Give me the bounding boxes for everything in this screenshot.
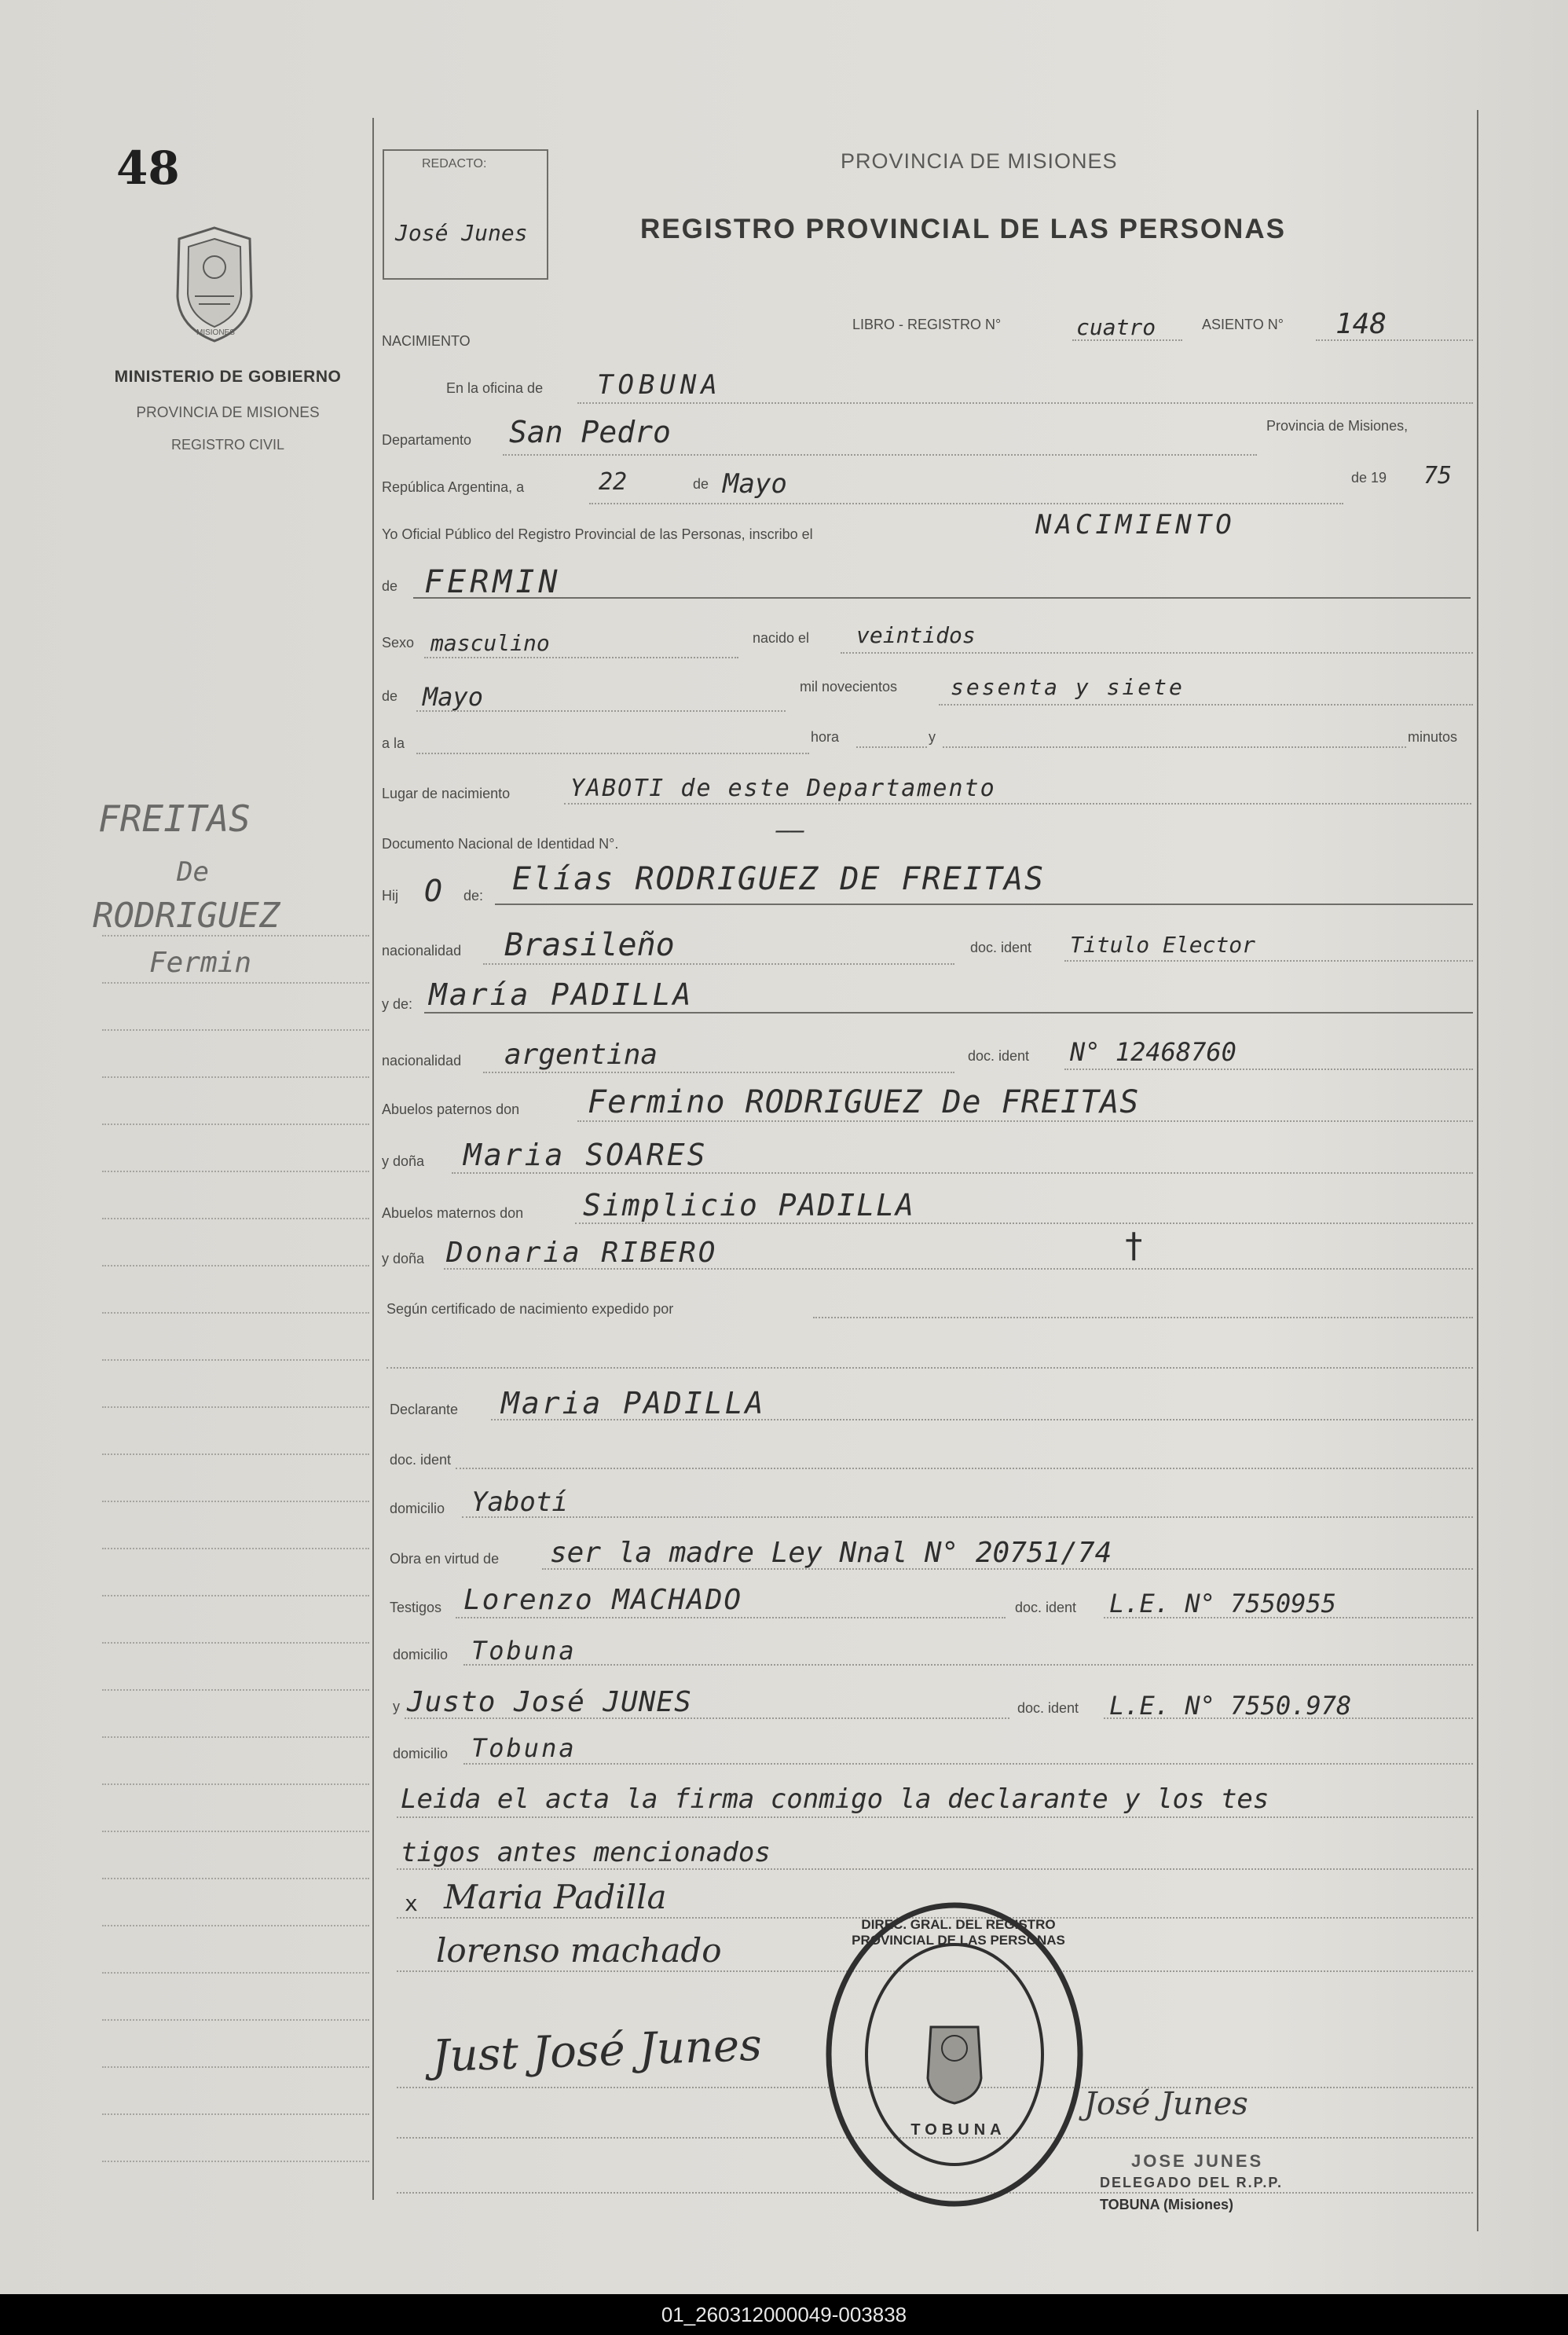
redacto-signature: José Junes (395, 220, 528, 246)
asiento-label: ASIENTO N° (1202, 317, 1284, 332)
obra-value: ser la madre Ley Nnal N° 20751/74 (550, 1537, 1112, 1569)
coat-of-arms-label: MISIONES (196, 328, 235, 337)
nacionalidad-label-2: nacionalidad (382, 1053, 462, 1069)
hijo-label: Hij (382, 888, 398, 904)
y-label: y (929, 729, 936, 745)
sexo-label: Sexo (382, 635, 415, 651)
departamento-value: San Pedro (509, 415, 671, 449)
hijo-suffix: O (424, 874, 442, 908)
signature-witness-1: lorenso machado (436, 1931, 722, 1970)
oficial-text: Yo Oficial Público del Registro Provincial de las Personas, inscribo el (382, 526, 813, 542)
form-border-left (372, 118, 374, 2200)
ministry-title: MINISTERIO DE GOBIERNO (114, 368, 342, 386)
name-de-label: de (382, 578, 398, 594)
closing-line-1: Leida el acta la firma conmigo la declarante y los tes (401, 1783, 1269, 1815)
republica-label: República Argentina, a (382, 479, 525, 495)
asiento-value: 148 (1335, 308, 1387, 340)
nacido-label: nacido el (753, 630, 810, 646)
officer-place: TOBUNA (Misiones) (1100, 2197, 1234, 2212)
witness-1-name: Lorenzo MACHADO (463, 1584, 743, 1616)
witness-1-domicilio: Tobuna (471, 1636, 577, 1666)
ministry-province: PROVINCIA DE MISIONES (136, 405, 320, 421)
lugar-value: YABOTI de este Departamento (570, 775, 996, 802)
maternal-grandfather: Simplicio PADILLA (583, 1188, 915, 1222)
year-value: 75 (1423, 462, 1453, 489)
hora-label: hora (811, 729, 840, 745)
doc-ident-label-3: doc. ident (390, 1452, 452, 1468)
year-label: de 19 (1351, 470, 1387, 486)
redacto-box (383, 149, 548, 280)
witness-2-name: Justo José JUNES (407, 1686, 692, 1718)
documento-label: Documento Nacional de Identidad N°. (382, 836, 619, 852)
form-border-right (1477, 110, 1478, 2231)
certificado-label: Según certificado de nacimiento expedido por (387, 1301, 674, 1317)
officer-signature: José Junes (1084, 2086, 1248, 2122)
margin-note-surname-2: RODRIGUEZ (93, 896, 280, 936)
nacido-value: veintidos (856, 622, 976, 648)
doc-ident-label: doc. ident (970, 940, 1032, 955)
mother-document: N° 12468760 (1070, 1037, 1236, 1067)
obra-label: Obra en virtud de (390, 1551, 500, 1567)
oficial-value: NACIMIENTO (1035, 509, 1236, 541)
margin-note-surname: FREITAS (98, 797, 251, 840)
date-day: 22 (599, 468, 628, 496)
mil-value: sesenta y siete (951, 674, 1185, 700)
mil-label: mil novecientos (800, 679, 898, 695)
witness-2-domicilio: Tobuna (471, 1733, 577, 1763)
domicilio-label-3: domicilio (393, 1746, 449, 1761)
closing-line-2: tigos antes mencionados (401, 1837, 771, 1868)
libro-value: cuatro (1076, 314, 1156, 340)
abuelos-paternos-label: Abuelos paternos don (382, 1102, 520, 1117)
y-dona-label-2: y doña (382, 1251, 425, 1266)
father-document: Titulo Elector (1070, 932, 1256, 958)
madre-y-de-label: y de: (382, 996, 413, 1012)
page-number: 48 (116, 141, 180, 195)
signature-witness-2: Just José Junes (430, 2019, 763, 2083)
maternal-grandmother: Donaria RIBERO (446, 1237, 718, 1269)
header-province: PROVINCIA DE MISIONES (841, 149, 1118, 173)
witness-2-document: L.E. N° 7550.978 (1109, 1691, 1352, 1721)
date-de-label: de (693, 476, 709, 492)
declarante-label: Declarante (390, 1402, 459, 1417)
mother-name: María PADILLA (429, 977, 694, 1012)
header-registry: REGISTRO PROVINCIAL DE LAS PERSONAS (640, 214, 1286, 244)
domicilio-label: domicilio (390, 1501, 445, 1516)
ministry-registry: REGISTRO CIVIL (170, 437, 285, 453)
father-nationality: Brasileño (504, 927, 675, 963)
y-dona-label: y doña (382, 1153, 425, 1169)
father-name: Elías RODRIGUEZ DE FREITAS (512, 861, 1046, 897)
doc-ident-label-2: doc. ident (968, 1048, 1030, 1064)
witness-1-document: L.E. N° 7550955 (1109, 1589, 1336, 1618)
doc-ident-label-4: doc. ident (1015, 1600, 1077, 1615)
provincia-label: Provincia de Misiones, (1266, 418, 1409, 434)
paternal-grandmother: Maria SOARES (463, 1138, 708, 1172)
margin-note-given-name: Fermin (149, 947, 252, 979)
signature-mark: x (405, 1890, 418, 1916)
doc-ident-label-5: doc. ident (1017, 1700, 1079, 1716)
documento-value: —— (776, 817, 805, 845)
mes-de-label: de (382, 688, 398, 704)
record-type: NACIMIENTO (382, 333, 471, 349)
lugar-label: Lugar de nacimiento (382, 786, 511, 801)
sexo-value: masculino (430, 630, 550, 656)
footer-file-id: 01_260312000049-003838 (0, 2294, 1568, 2335)
minutos-label: minutos (1408, 729, 1458, 745)
margin-note-de: De (177, 856, 209, 888)
stamp-text: DIREC. GRAL. DEL REGISTRO PROVINCIAL DE LAS PERSONAS (852, 1917, 1065, 1948)
abuelos-maternos-label: Abuelos maternos don (382, 1205, 524, 1221)
officer-name: JOSE JUNES (1131, 2151, 1264, 2171)
oficina-label: En la oficina de (446, 380, 544, 396)
officer-title: DELEGADO DEL R.P.P. (1100, 2175, 1284, 2190)
oficina-value: TOBUNA (597, 369, 722, 401)
declarante-domicilio: Yabotí (471, 1486, 568, 1518)
stamp-location: TOBUNA (910, 2121, 1006, 2139)
mes-value: Mayo (423, 682, 484, 712)
child-name: FERMIN (424, 564, 562, 600)
declarante-value: Maria PADILLA (501, 1386, 766, 1420)
domicilio-label-2: domicilio (393, 1647, 449, 1662)
libro-label: LIBRO - REGISTRO N° (852, 317, 1002, 332)
paternal-grandfather: Fermino RODRIGUEZ De FREITAS (588, 1084, 1140, 1120)
testigos-label: Testigos (390, 1600, 442, 1615)
nacionalidad-label: nacionalidad (382, 943, 462, 959)
mother-nationality: argentina (504, 1039, 658, 1071)
departamento-label: Departamento (382, 432, 472, 448)
redacto-label: REDACTO: (422, 157, 487, 170)
signature-declarante: Maria Padilla (444, 1878, 667, 1916)
date-month: Mayo (723, 468, 787, 500)
deceased-cross-mark: † (1123, 1226, 1145, 1266)
padre-de-label: de: (463, 888, 484, 904)
testigo-2-y-label: y (393, 1699, 400, 1714)
a-la-label: a la (382, 735, 405, 751)
